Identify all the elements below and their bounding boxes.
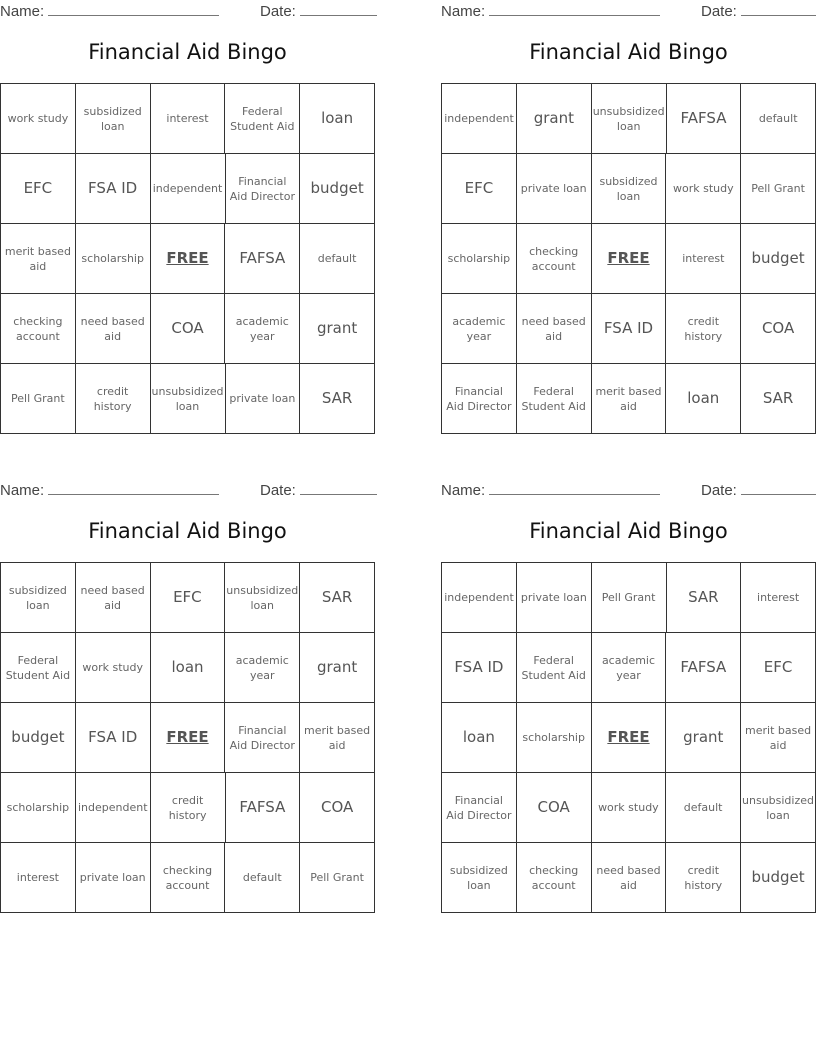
name-field[interactable] (441, 480, 660, 499)
bingo-cell[interactable]: scholarship (76, 224, 151, 294)
name-label: Name: (0, 3, 45, 20)
name-line (48, 1, 219, 16)
bingo-cell[interactable]: Pell Grant (592, 563, 667, 633)
bingo-cell[interactable]: FAFSA (226, 773, 301, 843)
name-label: Name: (441, 3, 486, 20)
bingo-cell[interactable]: Federal Student Aid (1, 633, 76, 703)
bingo-card (0, 0, 375, 434)
bingo-row (442, 84, 816, 154)
bingo-cell[interactable]: FAFSA (666, 633, 741, 703)
bingo-cell[interactable]: COA (151, 294, 226, 364)
bingo-cell[interactable]: credit history (76, 364, 151, 434)
bingo-cell[interactable]: need based aid (517, 294, 592, 364)
bingo-row (442, 364, 816, 434)
name-line (489, 480, 660, 495)
bingo-cell[interactable]: default (666, 773, 741, 843)
bingo-cell[interactable]: interest (741, 563, 816, 633)
name-field[interactable] (0, 480, 219, 499)
bingo-cell[interactable]: budget (1, 703, 76, 773)
name-line (489, 1, 660, 16)
bingo-cell[interactable]: interest (1, 843, 76, 913)
date-label: Date: (260, 3, 296, 20)
bingo-row (1, 224, 375, 294)
bingo-cell[interactable]: FSA ID (76, 154, 151, 224)
bingo-cell[interactable]: Federal Student Aid (517, 364, 592, 434)
bingo-grid (0, 83, 375, 434)
bingo-cell[interactable]: merit based aid (1, 224, 76, 294)
bingo-cell[interactable]: merit based aid (592, 364, 667, 434)
card-title: Financial Aid Bingo (88, 519, 287, 543)
date-line (741, 1, 816, 16)
bingo-cell[interactable]: subsidized loan (442, 843, 517, 913)
bingo-cell[interactable]: private loan (76, 843, 151, 913)
bingo-cell[interactable]: need based aid (76, 563, 151, 633)
bingo-row (1, 154, 375, 224)
bingo-cell[interactable]: private loan (226, 364, 301, 434)
bingo-cell[interactable]: interest (666, 224, 741, 294)
bingo-cell[interactable]: checking account (517, 843, 592, 913)
bingo-cell[interactable]: private loan (517, 563, 592, 633)
bingo-row (442, 224, 816, 294)
bingo-cell[interactable]: interest (151, 84, 226, 154)
free-space-cell[interactable]: FREE (592, 224, 667, 294)
bingo-grid (441, 562, 816, 913)
bingo-cell[interactable]: budget (741, 843, 816, 913)
bingo-cell[interactable]: FAFSA (667, 84, 742, 154)
bingo-row (442, 154, 816, 224)
bingo-cell[interactable]: credit history (666, 843, 741, 913)
bingo-cell[interactable]: grant (666, 703, 741, 773)
bingo-cell[interactable]: unsubsidized loan (151, 364, 226, 434)
bingo-cell[interactable]: Pell Grant (1, 364, 76, 434)
bingo-cell[interactable]: independent (151, 154, 226, 224)
date-line (300, 1, 377, 16)
bingo-card (441, 479, 816, 913)
bingo-cell[interactable]: academic year (225, 633, 300, 703)
bingo-cell[interactable]: EFC (442, 154, 517, 224)
bingo-cell[interactable]: work study (1, 84, 76, 154)
bingo-row (1, 563, 375, 633)
date-label: Date: (260, 482, 296, 499)
bingo-cell[interactable]: merit based aid (300, 703, 375, 773)
bingo-row (1, 843, 375, 913)
card-header (0, 479, 375, 501)
bingo-cell[interactable]: Financial Aid Director (442, 773, 517, 843)
bingo-cell[interactable]: FSA ID (76, 703, 151, 773)
bingo-cell[interactable]: work study (592, 773, 667, 843)
bingo-cell[interactable]: COA (517, 773, 592, 843)
bingo-cell[interactable]: subsidized loan (1, 563, 76, 633)
bingo-row (442, 773, 816, 843)
bingo-cell[interactable]: default (225, 843, 300, 913)
bingo-row (442, 843, 816, 913)
bingo-cell[interactable]: unsubsidized loan (225, 563, 300, 633)
bingo-cell[interactable]: subsidized loan (76, 84, 151, 154)
bingo-card (0, 479, 375, 913)
bingo-cell[interactable]: academic year (592, 633, 667, 703)
bingo-cell[interactable]: Federal Student Aid (225, 84, 300, 154)
bingo-cell[interactable]: grant (300, 633, 375, 703)
bingo-row (442, 563, 816, 633)
bingo-cell[interactable]: Pell Grant (741, 154, 816, 224)
bingo-cell[interactable]: credit history (666, 294, 741, 364)
bingo-cell[interactable]: budget (300, 154, 375, 224)
card-title: Financial Aid Bingo (529, 40, 728, 64)
bingo-row (442, 633, 816, 703)
card-header (0, 0, 375, 22)
bingo-cell[interactable]: Federal Student Aid (517, 633, 592, 703)
bingo-cell[interactable]: loan (666, 364, 741, 434)
card-header (441, 0, 816, 22)
date-field[interactable] (701, 480, 816, 499)
bingo-cell[interactable]: independent (442, 563, 517, 633)
bingo-cell[interactable]: checking account (151, 843, 226, 913)
bingo-cell[interactable]: work study (76, 633, 151, 703)
bingo-cell[interactable]: grant (517, 84, 592, 154)
bingo-cell[interactable]: checking account (1, 294, 76, 364)
bingo-row (442, 294, 816, 364)
bingo-cell[interactable]: work study (666, 154, 741, 224)
bingo-row (442, 703, 816, 773)
bingo-cell[interactable]: loan (151, 633, 226, 703)
bingo-cell[interactable]: loan (442, 703, 517, 773)
bingo-cell[interactable]: need based aid (592, 843, 667, 913)
bingo-cell[interactable]: default (741, 84, 816, 154)
bingo-cell[interactable]: subsidized loan (592, 154, 667, 224)
name-field[interactable] (441, 1, 660, 20)
bingo-cell[interactable]: academic year (442, 294, 517, 364)
date-field[interactable] (260, 480, 377, 499)
bingo-cell[interactable]: loan (300, 84, 375, 154)
bingo-cell[interactable]: academic year (225, 294, 300, 364)
bingo-cell[interactable]: scholarship (1, 773, 76, 843)
bingo-cell[interactable]: checking account (517, 224, 592, 294)
card-title: Financial Aid Bingo (88, 40, 287, 64)
bingo-cell[interactable]: budget (741, 224, 816, 294)
card-header (441, 479, 816, 501)
bingo-cell[interactable]: SAR (667, 563, 742, 633)
bingo-cell[interactable]: Pell Grant (300, 843, 375, 913)
bingo-cell[interactable]: need based aid (76, 294, 151, 364)
bingo-cell[interactable]: FSA ID (592, 294, 667, 364)
name-line (48, 480, 219, 495)
free-space-cell[interactable]: FREE (151, 703, 226, 773)
name-label: Name: (0, 482, 45, 499)
bingo-grid (0, 562, 375, 913)
bingo-cell[interactable]: credit history (151, 773, 226, 843)
free-space-cell[interactable]: FREE (592, 703, 667, 773)
date-label: Date: (701, 3, 737, 20)
bingo-cell[interactable]: FAFSA (225, 224, 300, 294)
date-label: Date: (701, 482, 737, 499)
date-line (300, 480, 377, 495)
bingo-cell[interactable]: EFC (1, 154, 76, 224)
bingo-row (1, 364, 375, 434)
name-field[interactable] (0, 1, 219, 20)
bingo-cell[interactable]: Financial Aid Director (226, 154, 301, 224)
bingo-cell[interactable]: scholarship (442, 224, 517, 294)
bingo-cell[interactable]: FSA ID (442, 633, 517, 703)
bingo-card (441, 0, 816, 434)
bingo-cell[interactable]: SAR (300, 563, 375, 633)
bingo-cell[interactable]: scholarship (517, 703, 592, 773)
bingo-cell[interactable]: private loan (517, 154, 592, 224)
name-label: Name: (441, 482, 486, 499)
date-field[interactable] (701, 1, 816, 20)
bingo-row (1, 703, 375, 773)
card-title: Financial Aid Bingo (529, 519, 728, 543)
bingo-cell[interactable]: independent (442, 84, 517, 154)
bingo-grid (441, 83, 816, 434)
bingo-cell[interactable]: COA (741, 294, 816, 364)
bingo-row (1, 294, 375, 364)
bingo-cell[interactable]: unsubsidized loan (592, 84, 667, 154)
bingo-cell[interactable]: Financial Aid Director (225, 703, 300, 773)
bingo-cell[interactable]: SAR (300, 364, 375, 434)
free-space-cell[interactable]: FREE (151, 224, 226, 294)
bingo-cell[interactable]: default (300, 224, 375, 294)
bingo-cell[interactable]: grant (300, 294, 375, 364)
bingo-cell[interactable]: unsubsidized loan (741, 773, 816, 843)
bingo-cell[interactable]: EFC (151, 563, 226, 633)
bingo-cell[interactable]: SAR (741, 364, 816, 434)
bingo-cell[interactable]: independent (76, 773, 151, 843)
bingo-cell[interactable]: EFC (741, 633, 816, 703)
date-line (741, 480, 816, 495)
bingo-cell[interactable]: Financial Aid Director (442, 364, 517, 434)
bingo-cell[interactable]: COA (300, 773, 375, 843)
bingo-row (1, 633, 375, 703)
date-field[interactable] (260, 1, 377, 20)
bingo-row (1, 84, 375, 154)
bingo-cell[interactable]: merit based aid (741, 703, 816, 773)
bingo-row (1, 773, 375, 843)
